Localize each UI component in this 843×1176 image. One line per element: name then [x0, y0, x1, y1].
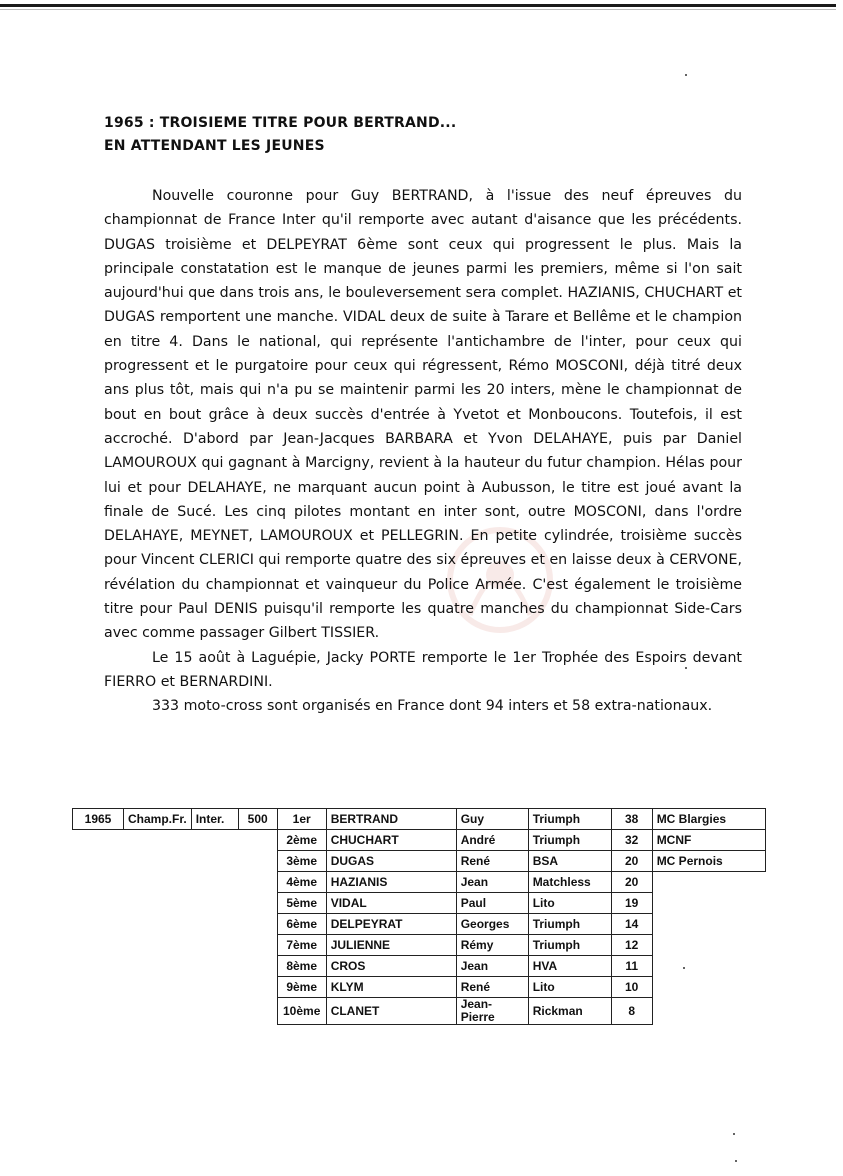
championship-cell: Champ.Fr.	[124, 809, 192, 830]
empty-cell	[73, 977, 124, 998]
empty-cell	[652, 977, 765, 998]
scan-speck	[685, 667, 687, 669]
rider-name-cell: BERTRAND	[326, 809, 456, 830]
empty-cell	[191, 977, 238, 998]
empty-cell	[124, 872, 192, 893]
rider-firstname-cell: Paul	[456, 893, 528, 914]
rider-firstname-cell: Jean	[456, 956, 528, 977]
table-row	[73, 830, 766, 851]
motorcycle-cell: Rickman	[528, 998, 611, 1025]
paragraph-stats: 333 moto-cross sont organisés en France dont 94 inters et 58 extra-nationaux.	[152, 698, 713, 715]
empty-cell	[191, 851, 238, 872]
empty-cell	[238, 851, 277, 872]
empty-cell	[73, 998, 124, 1025]
empty-cell	[191, 830, 238, 851]
empty-cell	[124, 977, 192, 998]
points-cell: 19	[611, 893, 652, 914]
motorcycle-cell: BSA	[528, 851, 611, 872]
club-cell: MC Pernois	[652, 851, 765, 872]
position-cell: 7ème	[277, 935, 326, 956]
position-cell: 8ème	[277, 956, 326, 977]
position-cell: 3ème	[277, 851, 326, 872]
rider-name-cell: CROS	[326, 956, 456, 977]
points-cell: 8	[611, 998, 652, 1025]
scan-speck	[683, 967, 685, 969]
motorcycle-cell: Lito	[528, 977, 611, 998]
points-cell: 38	[611, 809, 652, 830]
scan-speck	[685, 74, 687, 76]
empty-cell	[191, 956, 238, 977]
scan-speck	[735, 1160, 737, 1162]
empty-cell	[238, 998, 277, 1025]
empty-cell	[652, 935, 765, 956]
motorcycle-cell: Matchless	[528, 872, 611, 893]
motorcycle-cell: Triumph	[528, 830, 611, 851]
empty-cell	[191, 872, 238, 893]
class-cell: Inter.	[191, 809, 238, 830]
empty-cell	[238, 977, 277, 998]
empty-cell	[238, 935, 277, 956]
position-cell: 4ème	[277, 872, 326, 893]
motorcycle-cell: HVA	[528, 956, 611, 977]
page-subtitle: EN ATTENDANT LES JEUNES	[104, 138, 325, 154]
points-cell: 11	[611, 956, 652, 977]
year-cell: 1965	[73, 809, 124, 830]
rider-firstname-cell: Rémy	[456, 935, 528, 956]
position-cell: 5ème	[277, 893, 326, 914]
empty-cell	[124, 998, 192, 1025]
empty-cell	[652, 998, 765, 1025]
rider-firstname-cell: René	[456, 851, 528, 872]
table-row	[73, 914, 766, 935]
article-body	[104, 184, 742, 719]
points-cell: 10	[611, 977, 652, 998]
rider-name-cell: CLANET	[326, 998, 456, 1025]
empty-cell	[124, 914, 192, 935]
empty-cell	[191, 998, 238, 1025]
empty-cell	[238, 893, 277, 914]
table-row	[73, 893, 766, 914]
rider-name-cell: JULIENNE	[326, 935, 456, 956]
table-row	[73, 809, 766, 830]
top-rule	[0, 4, 836, 7]
position-cell: 9ème	[277, 977, 326, 998]
rider-firstname-cell: Jean	[456, 872, 528, 893]
club-cell: MC Blargies	[652, 809, 765, 830]
empty-cell	[73, 872, 124, 893]
empty-cell	[73, 935, 124, 956]
empty-cell	[73, 914, 124, 935]
rider-name-cell: KLYM	[326, 977, 456, 998]
empty-cell	[652, 872, 765, 893]
empty-cell	[191, 935, 238, 956]
motorcycle-cell: Lito	[528, 893, 611, 914]
empty-cell	[238, 956, 277, 977]
empty-cell	[238, 830, 277, 851]
empty-cell	[73, 851, 124, 872]
points-cell: 20	[611, 851, 652, 872]
rider-name-cell: VIDAL	[326, 893, 456, 914]
table-row	[73, 872, 766, 893]
empty-cell	[124, 851, 192, 872]
position-cell: 6ème	[277, 914, 326, 935]
results-table	[72, 808, 766, 1025]
cc-cell: 500	[238, 809, 277, 830]
page-title: 1965 : TROISIEME TITRE POUR BERTRAND...	[104, 115, 457, 131]
empty-cell	[191, 893, 238, 914]
rider-firstname-cell: Georges	[456, 914, 528, 935]
points-cell: 12	[611, 935, 652, 956]
position-cell: 10ème	[277, 998, 326, 1025]
motorcycle-cell: Triumph	[528, 809, 611, 830]
empty-cell	[238, 872, 277, 893]
club-cell: MCNF	[652, 830, 765, 851]
table-row	[73, 851, 766, 872]
empty-cell	[73, 893, 124, 914]
empty-cell	[124, 956, 192, 977]
scan-speck	[733, 1133, 735, 1135]
empty-cell	[652, 914, 765, 935]
rider-name-cell: CHUCHART	[326, 830, 456, 851]
position-cell: 2ème	[277, 830, 326, 851]
table-row	[73, 935, 766, 956]
rider-firstname-cell: Jean-Pierre	[456, 998, 528, 1025]
table-row	[73, 977, 766, 998]
empty-cell	[124, 830, 192, 851]
empty-cell	[124, 935, 192, 956]
rider-firstname-cell: André	[456, 830, 528, 851]
rider-name-cell: DUGAS	[326, 851, 456, 872]
top-rule-shadow	[0, 9, 836, 10]
points-cell: 20	[611, 872, 652, 893]
empty-cell	[652, 893, 765, 914]
points-cell: 32	[611, 830, 652, 851]
empty-cell	[73, 830, 124, 851]
empty-cell	[652, 956, 765, 977]
empty-cell	[73, 956, 124, 977]
table-row	[73, 956, 766, 977]
rider-name-cell: DELPEYRAT	[326, 914, 456, 935]
paragraph-trophee: Le 15 août à Laguépie, Jacky PORTE remporte le 1er Trophée des Espoirs devant FIERRO et BERNARDINI.	[104, 649, 742, 690]
motorcycle-cell: Triumph	[528, 914, 611, 935]
empty-cell	[238, 914, 277, 935]
points-cell: 14	[611, 914, 652, 935]
empty-cell	[124, 893, 192, 914]
rider-name-cell: HAZIANIS	[326, 872, 456, 893]
paragraph-main: Nouvelle couronne pour Guy BERTRAND, à l'issue des neuf épreuves du championnat de France Inter qu'il remporte avec autant d'aisance que les précédents. DUGAS troisième et DELPEYRAT 6ème sont ceux qui progressent le plus. Mais la principale constatation est le manque de jeunes parmi les premiers, même si l'on sait aujourd'hui que dans trois ans, le bouleversement sera complet. HAZIANIS, CHUCHART et DUGAS remportent une manche. VIDAL deux de suite à Tarare et Bellême et le champion en titre 4. Dans le national, qui représente l'antichambre de l'inter, pour ceux qui progressent et le purgatoire pour ceux qui régressent, Rémo MOSCONI, déjà titré deux ans plus tôt, mais qui n'a pu se maintenir parmi les 20 inters, mène le championnat de bout en bout grâce à deux succès d'entrée à Yvetot et Monboucons. Toutefois, il est accroché. D'abord par Jean-Jacques BARBARA et Yvon DELAHAYE, puis par Daniel LAMOUROUX qui gagnant à Marcigny, revient à la hauteur du futur champion. Hélas pour lui et pour DELAHAYE, ne marquant aucun point à Aubusson, le titre est joué avant la finale de Sucé. Les cinq pilotes montant en inter sont, outre MOSCONI, dans l'ordre DELAHAYE, MEYNET, LAMOUROUX et PELLEGRIN. En petite cylindrée, troisième succès pour Vincent CLERICI qui remporte quatre des six épreuves et en laisse deux à CERVONE, révélation du championnat et vainqueur du Police Armée. C'est également le troisième titre pour Paul DENIS puisqu'il remporte les quatre manches du championnat Side-Cars avec comme passager Gilbert TISSIER.	[104, 188, 742, 642]
results-table-body	[73, 809, 766, 1025]
empty-cell	[191, 914, 238, 935]
motorcycle-cell: Triumph	[528, 935, 611, 956]
position-cell: 1er	[277, 809, 326, 830]
rider-firstname-cell: Guy	[456, 809, 528, 830]
rider-firstname-cell: René	[456, 977, 528, 998]
table-row	[73, 998, 766, 1025]
